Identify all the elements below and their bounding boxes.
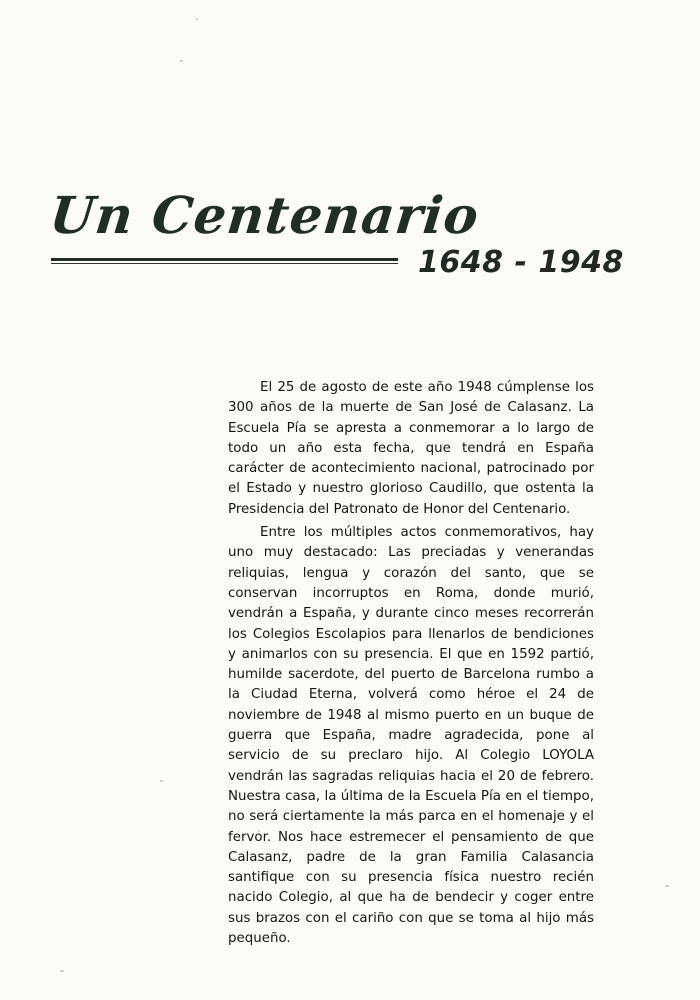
scan-speck	[665, 885, 669, 887]
scan-speck	[160, 780, 163, 782]
article-body	[228, 378, 594, 949]
year-range: 1648 - 1948	[418, 245, 624, 280]
paragraph-2: Entre los múltiples actos conmemorativos, hay uno muy destacado: Las preciadas y venerandas reliquias, lengua y corazón del santo, que se conservan incorruptos en Roma, donde murió, vendrán a España, y durante cinco meses recorrerán los Colegios Escolapios para llenarlos de bendiciones y animarlos con su presencia. El que en 1592 partió, humilde sacerdote, del puerto de Barcelona rumbo a la Ciudad Eterna, volverá como héroe el 24 de noviembre de 1948 al mismo puerto en un buque de guerra que España, madre agradecida, pone al servicio de su preclaro hijo. Al Colegio LOYOLA vendrán las sagradas reliquias hacia el 20 de febrero. Nuestra casa, la última de la Escuela Pía en el tiempo, no será ciertamente la más parca en el homenaje y el fervor. Nos hace estremecer el pensamiento de que Calasanz, padre de la gran Familia Calasancia santifique con su presencia física nuestro recién nacido Colegio, al que ha de bendecir y coger entre sus brazos con el cariño con que se toma al hijo más pequeño.	[228, 525, 594, 947]
title-underline-thin	[51, 263, 398, 264]
page-title: Un Centenario	[46, 186, 482, 246]
scan-speck	[196, 18, 198, 20]
paragraph-1: El 25 de agosto de este año 1948 cúmplense los 300 años de la muerte de San José de Calasanz. La Escuela Pía se apresta a conmemorar a lo largo de todo un año esta fecha, que tendrá en España carácter de acontecimiento nacional, patrocinado por el Estado y nuestro glorioso Caudillo, que ostenta la Presidencia del Patronato de Honor del Centenario.	[228, 380, 594, 517]
scan-speck	[60, 970, 64, 972]
title-underline-thick	[51, 258, 398, 261]
scan-speck	[180, 60, 183, 62]
